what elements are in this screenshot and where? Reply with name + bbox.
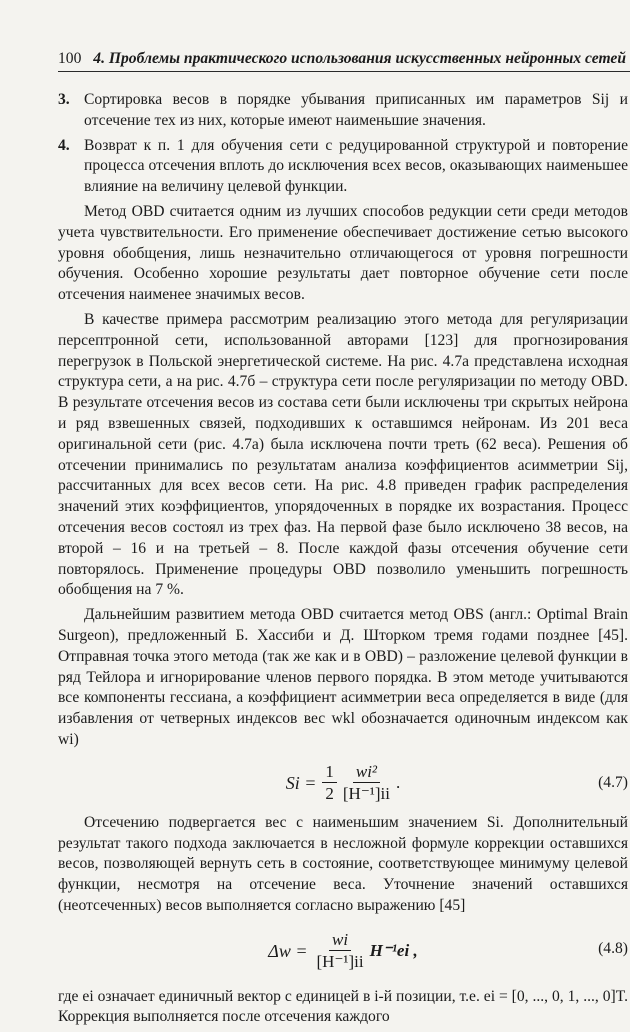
- equation-fraction: $\frac{wi}{\text{[H⁻¹]ii}}$: [316, 930, 364, 972]
- paragraph-pruning-correction: Отсечению подвергается вес с наименьшим значением Si. Дополнительный результат такого подхода заключается в несложной формуле коррекции оставшихся весов, позволяющей вернуть сеть в состояние, соответствующее минимуму целевой функции, несмотря на отсечение веса. Уточнение значений оставшихся (неотсеченных) весов выполняется согласно выражению [45]: [58, 813, 628, 914]
- paragraph-obs-method: Дальнейшим развитием метода OBD считается метод OBS (англ.: Optimal Brain Surgeon), предложенный Б. Хассиби и Д. Шторком тремя годами позднее [45]. Отправная точка этого метода (так же как и в OBD) – разложение целевой функции в ряд Тейлора и игнорирование членов первого порядка. В этом методе учитываются все компоненты гессиана, а коэффициент асимметрии веса определяется в виде (для избавления от четверных индексов вес wkl обозначается одиночным индексом как wi): [58, 606, 628, 748]
- equation-coefficient: $\frac{1}{2}$: [322, 762, 337, 805]
- equation-number: (4.8): [598, 939, 628, 957]
- list-item-text: Возврат к п. 1 для обучения сети с редуцированной структурой и повторение процесса отсечения вплоть до исключения всех весов, оказывающих наименьшее влияние на величину целевой функции.: [84, 136, 628, 196]
- equation-fraction: $\frac{\text{wi²}}{\text{[H⁻¹]ii}}$: [342, 762, 391, 804]
- header-rule: [58, 71, 630, 72]
- page-content: [58, 90, 628, 1032]
- equation-4-7: [58, 755, 628, 813]
- list-item-number: 3.: [58, 91, 70, 108]
- list-item-text: Сортировка весов в порядке убывания приписанных им параметров Sij и отсечение тех из них, которые имеют наименьшие значения.: [84, 91, 628, 129]
- equation-lhs: Δw =: [268, 941, 308, 962]
- equation-trailer: .: [396, 773, 401, 793]
- equation-number: (4.7): [598, 773, 628, 791]
- equation-rhs: H⁻¹ei ,: [369, 941, 418, 961]
- paragraph-unit-vector: где ei означает единичный вектор с единицей в i-й позиции, т.е. ei = [0, ..., 0, 1, ..., 0]T. Коррекция выполняется после отсечения каждого: [58, 987, 628, 1026]
- chapter-title: 4. Проблемы практического использования искусственных нейронных сетей: [93, 50, 626, 67]
- equation-lhs: Si =: [285, 773, 317, 794]
- equation-4-8: [58, 921, 628, 983]
- paragraph-obd-example: В качестве примера рассмотрим реализацию этого метода для регуляризации персептронной сети, использованной авторами [123] для прогнозирования перегрузок в Польской энергетической системе. На рис. 4.7а представлена исходная структура сети, а на рис. 4.7б – структура сети после регуляризации по методу OBD. В результате отсечения весов из состава сети были исключены три скрытых нейрона и ряд взвешенных связей, подходивших к оставшимся нейронам. Из 201 веса оригинальной сети (рис. 4.7а) была исключена почти треть (62 веса). Решения об отсечении принимались по результатам анализа коэффициентов асимметрии Sij, рассчитанных для всех весов сети. На рис. 4.8 приведен график распределения значений этих коэффициентов, упорядоченных в порядке их возрастания. Процесс отсечения весов состоял из трех фаз. На первой фазе было исключено 38 весов, на второй – 16 и на третьей – 8. После каждой фазы отсечения обучение сети повторялось. Применение процедуры OBD позволило уменьшить погрешность обобщения на 7 %.: [58, 310, 628, 599]
- list-item-4: [58, 136, 628, 198]
- list-item-number: 4.: [58, 136, 70, 154]
- page-number: 100: [58, 50, 82, 67]
- list-item-3: [58, 90, 628, 132]
- running-header: [58, 50, 630, 68]
- paragraph-obd-summary: Метод OBD считается одним из лучших способов редукции сети среди методов учета чувствительности. Его применение обеспечивает достижение сетью высокого уровня обобщения, лишь незначительно отличающегося от уровня погрешности обучения. Особенно хорошие результаты дает повторное обучение сети после отсечения наименее значимых весов.: [58, 202, 628, 304]
